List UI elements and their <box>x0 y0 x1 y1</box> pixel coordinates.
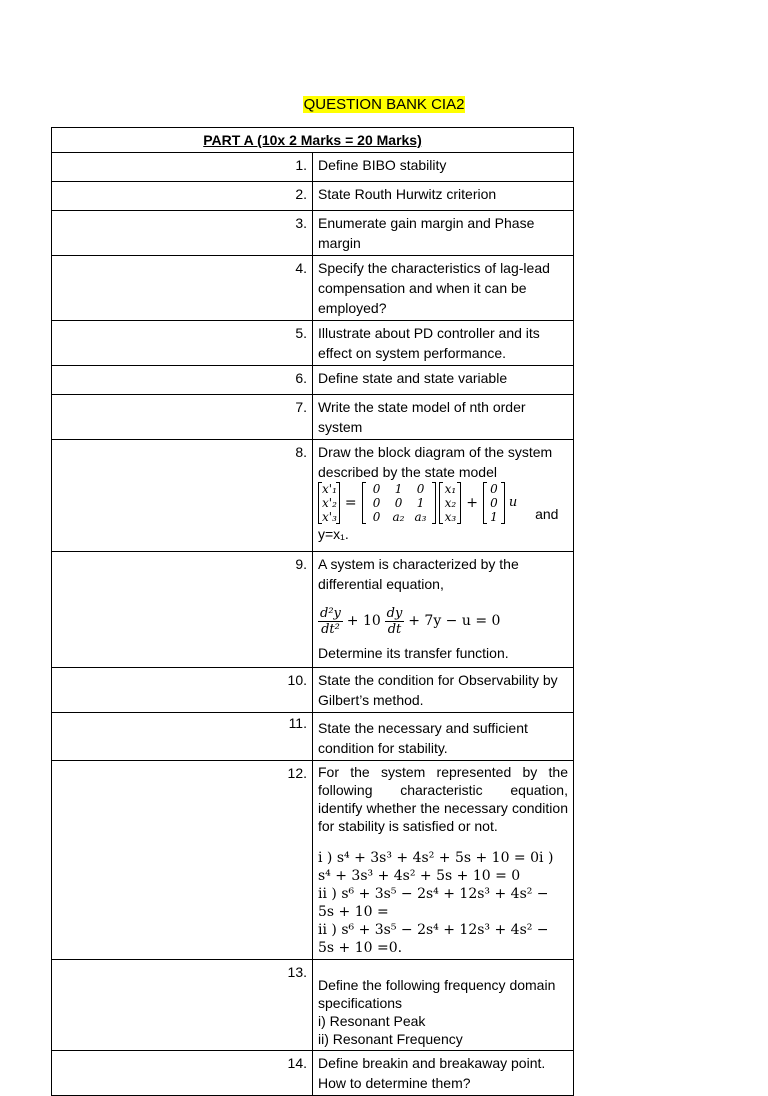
question-number: 13. <box>52 960 313 1051</box>
characteristic-equation: i ) s⁴ + 3s³ + 4s² + 5s + 10 = 0i ) s⁴ + 3s³ + 4s² + 5s + 10 = 0 <box>318 850 554 884</box>
question-number: 5. <box>52 321 313 366</box>
vector-entry: 1 <box>490 510 498 524</box>
question-number: 3. <box>52 211 313 256</box>
fraction: $\frac{dy}{dt}$ <box>386 606 403 637</box>
question-text: State Routh Hurwitz criterion <box>313 182 574 211</box>
matrix-entry: a₃ <box>414 510 427 524</box>
question-table <box>51 127 574 1096</box>
equals-sign: = <box>344 495 357 511</box>
question-number: 9. <box>52 552 313 668</box>
sub-item: i) Resonant Peak <box>318 1013 426 1029</box>
table-row <box>52 960 574 1051</box>
question-cell <box>313 960 574 1051</box>
vector-entry: x₁ <box>444 482 457 496</box>
matrix-entry: 0 <box>394 496 403 510</box>
matrix-entry: 0 <box>372 482 381 496</box>
question-number: 1. <box>52 153 313 182</box>
question-number: 4. <box>52 256 313 321</box>
fraction: $\frac{\text{d²y}}{\text{dt²}}$ <box>320 606 341 637</box>
table-row <box>52 761 574 960</box>
question-number: 11. <box>52 713 313 761</box>
sub-item: ii) Resonant Frequency <box>318 1031 463 1047</box>
table-row <box>52 668 574 713</box>
part-header: PART A (10x 2 Marks = 20 Marks) <box>52 128 574 153</box>
table-row <box>52 366 574 395</box>
table-row <box>52 1051 574 1096</box>
plus-sign: + <box>466 495 479 511</box>
vector-entry: x'₁ <box>322 482 337 496</box>
b-vector <box>483 482 505 524</box>
table-row <box>52 321 574 366</box>
question-number: 10. <box>52 668 313 713</box>
question-text-tail: Determine its transfer function. <box>318 645 509 661</box>
question-number: 12. <box>52 761 313 960</box>
question-text: Define BIBO stability <box>313 153 574 182</box>
vector-entry: 0 <box>490 482 498 496</box>
a-matrix <box>362 482 436 524</box>
table-row <box>52 256 574 321</box>
table-row <box>52 440 574 552</box>
output-equation: and y=x₁. <box>318 506 559 542</box>
page-title: QUESTION BANK CIA2 <box>303 96 465 113</box>
xdot-vector <box>318 482 340 524</box>
state-equation <box>318 482 517 524</box>
x-vector <box>439 482 461 524</box>
vector-entry: 0 <box>490 496 498 510</box>
question-number: 14. <box>52 1051 313 1096</box>
input-symbol: u <box>508 495 518 510</box>
matrix-entry: 0 <box>372 510 381 524</box>
matrix-entry: 1 <box>416 496 425 510</box>
question-text: Define the following frequency domain specifications <box>318 977 556 1011</box>
question-text: Enumerate gain margin and Phase margin <box>313 211 574 256</box>
vector-entry: x₃ <box>444 510 457 524</box>
question-number: 7. <box>52 395 313 440</box>
question-text: Illustrate about PD controller and its effect on system performance. <box>313 321 574 366</box>
question-text: A system is characterized by the differential equation, <box>318 556 519 592</box>
differential-equation: $\frac{\text{d²y}}{\text{dt²}}$ + 10 $\frac{dy}{dt}$ + 7y − u = 0 <box>320 606 501 637</box>
matrix-entry: 1 <box>394 482 403 496</box>
question-text: Draw the block diagram of the system described by the state model <box>318 444 553 480</box>
table-row <box>52 713 574 761</box>
table-row <box>52 182 574 211</box>
matrix-entry: 0 <box>372 496 381 510</box>
matrix-entry: a₂ <box>392 510 405 524</box>
question-text: State the condition for Observability by Gilbert’s method. <box>313 668 574 713</box>
vector-entry: x'₂ <box>322 496 337 510</box>
table-row <box>52 552 574 668</box>
characteristic-equation: ii ) s⁶ + 3s⁵ − 2s⁴ + 12s³ + 4s² − 5s + 10 = <box>318 886 549 920</box>
question-text: Define state and state variable <box>313 366 574 395</box>
question-text: Specify the characteristics of lag-lead compensation and when it can be employed? <box>313 256 574 321</box>
question-number: 8. <box>52 440 313 552</box>
question-cell <box>313 552 574 668</box>
question-text: Write the state model of nth order system <box>313 395 574 440</box>
matrix-entry: 0 <box>416 482 425 496</box>
question-number: 2. <box>52 182 313 211</box>
vector-entry: x'₃ <box>322 510 337 524</box>
table-row <box>52 153 574 182</box>
question-text: Define breakin and breakaway point. How to determine them? <box>313 1051 574 1096</box>
table-row <box>52 395 574 440</box>
question-text: State the necessary and sufficient condition for stability. <box>313 713 574 761</box>
question-cell <box>313 440 574 552</box>
vector-entry: x₂ <box>444 496 457 510</box>
question-cell <box>313 761 574 960</box>
characteristic-equation: ii ) s⁶ + 3s⁵ − 2s⁴ + 12s³ + 4s² − 5s + 10 =0. <box>318 922 549 956</box>
question-number: 6. <box>52 366 313 395</box>
table-header-row <box>52 128 574 153</box>
table-row <box>52 211 574 256</box>
question-text: For the system represented by the following characteristic equation, identify whether the necessary condition for stability is satisfied or not. <box>318 764 568 834</box>
